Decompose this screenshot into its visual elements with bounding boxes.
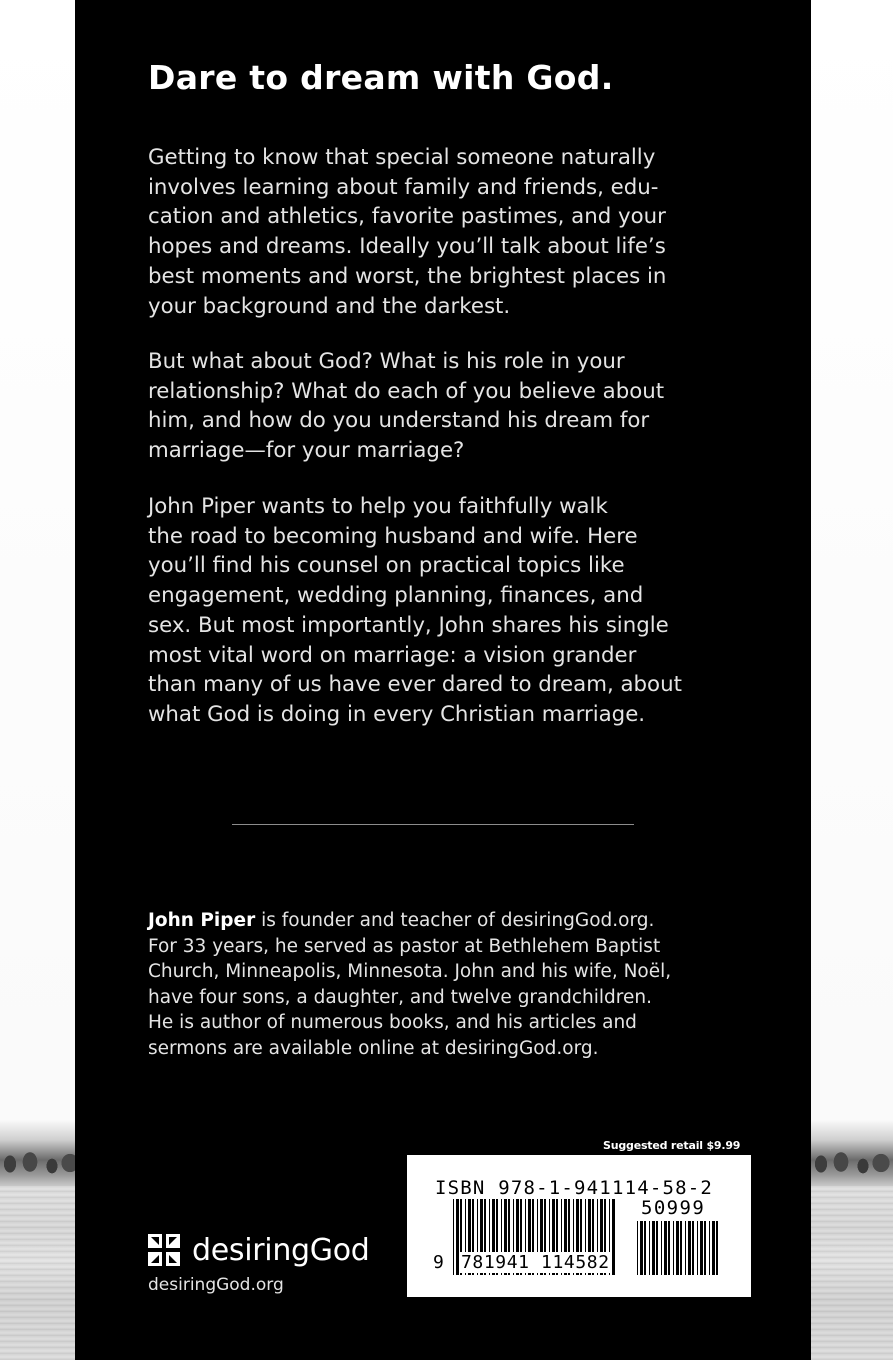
suggested-retail-price: Suggested retail $9.99 [603,1139,741,1152]
barcode-bar [649,1221,650,1275]
barcode-bar [704,1221,706,1275]
barcode-bar [656,1221,658,1275]
publisher-logo-text: desiringGod [192,1232,370,1268]
headline: Dare to dream with God. [148,58,614,97]
author-bio [148,908,768,1062]
barcode-bar [612,1199,615,1275]
desiring-god-mark-icon [148,1234,180,1266]
author-name: John Piper [148,910,256,931]
barcode-bar [697,1221,698,1275]
tree-line [811,1138,893,1174]
barcode-bar [688,1221,691,1275]
description-paragraph-2: But what about God? What is his role in your relationship? What do each of you believe about him, and how do you understand his dream for marriage—for your marriage? [148,349,665,464]
publisher-website: desiringGod.org [148,1275,284,1295]
barcode-bar [652,1221,655,1275]
barcode-bar [709,1221,710,1275]
lake-surface [0,1186,75,1360]
landscape-photo-left [0,0,75,1360]
barcode-bar [453,1199,454,1275]
ean-digits: 781941 114582 [461,1252,610,1273]
barcode-bar [676,1221,679,1275]
price-addon-code: 50999 [641,1197,706,1219]
barcode-bar [664,1221,667,1275]
barcode-bar [712,1221,715,1275]
barcode-bar [680,1221,682,1275]
barcode-bar [716,1221,718,1275]
lake-surface [811,1186,893,1360]
publisher-logo [148,1230,370,1270]
barcode-bar [692,1221,694,1275]
tree-line [0,1138,75,1174]
back-cover-panel [75,0,811,1360]
barcode-bar [668,1221,670,1275]
ean-first-digit: 9 [433,1252,444,1273]
landscape-photo-right [811,0,893,1360]
author-bio-text: is founder and teacher of desiringGod.org. For 33 years, he served as pastor at Bethlehem Baptist Church, Minneapolis, Minnesota. John and his wife, Noël, have four sons, a daughter, and twelve grandchildren. He is author of numerous books, and his articles and sermons are available online at desiringGod.org. [148,910,672,1059]
barcode-bar [661,1221,662,1275]
barcode-bar [637,1221,638,1275]
description-paragraph-3: John Piper wants to help you faithfully walk the road to becoming husband and wife. Here you’ll find his counsel on practical topics like engagement, wedding planning, finances, and sex. But most importantly, John shares his single most vital word on marriage: a vision grander than many of us have ever dared to dream, about what God is doing in every Christian marriage. [148,494,682,727]
barcode-bar [640,1221,643,1275]
barcode-bar [700,1221,703,1275]
barcode-bar [644,1221,646,1275]
addon-barcode [637,1221,719,1275]
barcode-bar [673,1221,674,1275]
section-divider [232,824,634,825]
barcode-bar [685,1221,686,1275]
description-paragraph-1: Getting to know that special someone naturally involves learning about family and friends, edu- cation and athletics, favorite pastimes, and your hopes and dreams. Ideally you’ll talk about life’s best moments and worst, the brightest places in your background and the darkest. [148,145,667,319]
isbn-label: ISBN 978-1-941114-58-2 [435,1177,714,1199]
isbn-barcode-sticker [407,1155,751,1297]
